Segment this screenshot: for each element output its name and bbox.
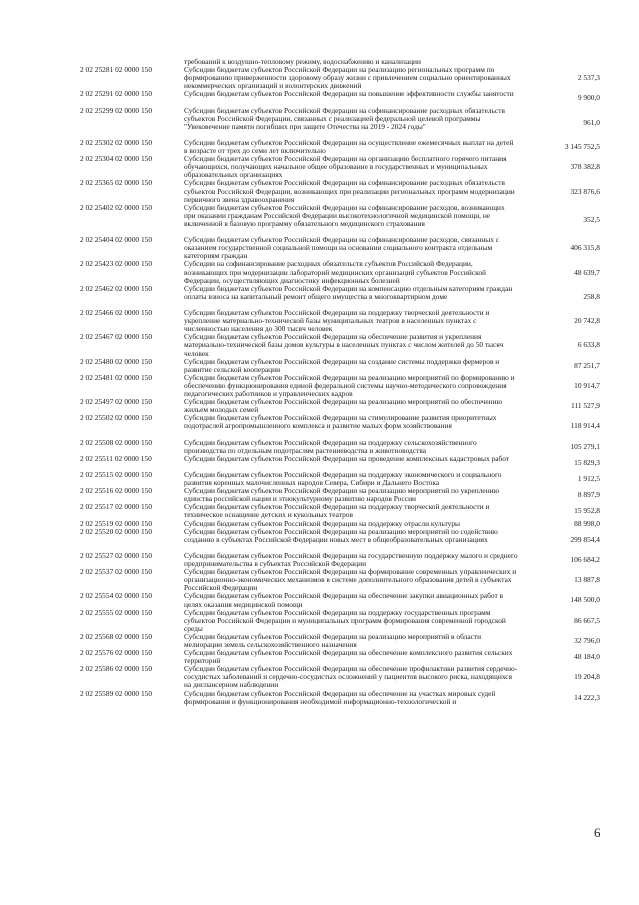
amount-value: 352,5 [583,214,600,224]
income-description: Субсидии бюджетам субъектов Российской Федерации на обеспечение комплексного развития сельских территорий [184,649,513,666]
budget-code: 2 02 25480 02 0000 150 [80,357,153,366]
budget-code: 2 02 25520 02 0000 150 [80,527,153,536]
table-row [80,520,600,528]
budget-code: 2 02 25281 02 0000 150 [80,66,153,75]
budget-code: 2 02 25502 02 0000 150 [80,414,153,423]
amount-value: 3 145 752,5 [564,142,600,152]
income-description: Субсидии бюджетам субъектов Российской Федерации на софинансирование расходов, связанных с оказанием государственной социальной помощи на основании социального контракта отдельным категориям граждан [184,236,500,261]
table-row [80,552,600,568]
amount-value: 1 912,5 [577,474,600,484]
amount-value: 6 633,8 [577,340,600,350]
table-row [80,179,600,203]
amount-value: 258,8 [583,291,600,301]
budget-code: 2 02 25462 02 0000 150 [80,284,153,293]
budget-code: 2 02 25291 02 0000 150 [80,90,153,99]
table-row [80,90,600,106]
budget-code: 2 02 25576 02 0000 150 [80,649,153,658]
table-row [80,58,600,66]
amount-value: 15 952,8 [574,506,600,516]
income-description: Субсидии бюджетам субъектов Российской Федерации на реализацию мероприятий по содействию созданию в субъектах Российской Федерации новых мест в общеобразовательных организациях [184,527,498,544]
table-row [80,236,600,260]
amount-value: 106 684,2 [570,554,600,564]
income-description: Субсидии на софинансирование расходных обязательств субъектов Российской Федерации, возникающих при модернизации лабораторий медицинских организаций субъектов Российской Федерации, осуществляющих диагностику инфекционных болезней [184,260,486,285]
income-description: Субсидии бюджетам субъектов Российской Федерации на обеспечение закупки авиационных работ в целях оказания медицинской помощи [184,592,504,609]
income-description: Субсидии бюджетам субъектов Российской Федерации на софинансирование расходов, возникающих при оказании гражданам Российской Федерации высокотехнологичной медицинской помощи, не включенной в базовую программу обязательного медицинского страхования [184,203,505,228]
table-row [80,592,600,608]
budget-code: 2 02 25467 02 0000 150 [80,333,153,342]
amount-value: 32 796,0 [574,635,600,645]
table-row [80,414,600,438]
income-description: Субсидии бюджетам субъектов Российской Федерации на осуществление ежемесячных выплат на детей в возрасте от трех до семи лет включительно [184,138,514,156]
amount-value: 378 382,8 [570,162,600,172]
income-description: Субсидии бюджетам субъектов Российской Федерации на поддержку отрасли культуры [184,519,461,528]
amount-value: 48 639,7 [574,267,600,277]
amount-value: 299 854,4 [570,534,600,544]
budget-code: 2 02 25402 02 0000 150 [80,203,153,212]
income-description: Субсидии бюджетам субъектов Российской Федерации на реализацию мероприятий по формированию и обеспечению функционирования единой федеральной системы научно-методического сопровождения педагогических работников и управленческих кадров [184,373,515,398]
income-description: Субсидии бюджетам субъектов Российской Федерации на государственную поддержку малого и среднего предпринимательства в субъектах Российской Федерации [184,551,518,569]
budget-code: 2 02 25586 02 0000 150 [80,665,153,674]
budget-code: 2 02 25517 02 0000 150 [80,503,153,512]
amount-value: 406 315,8 [570,243,600,253]
table-row [80,633,600,649]
amount-value: 148 500,0 [570,595,600,605]
amount-value: 105 279,1 [570,441,600,451]
budget-code: 2 02 25527 02 0000 150 [80,551,153,560]
amount-value: 88 998,0 [574,519,600,528]
income-description: Субсидии бюджетам субъектов Российской Федерации на реализацию мероприятий по укреплению единства российской нации и этнокультурному развитию народов России [184,487,500,504]
table-row [80,665,600,689]
table-row [80,155,600,179]
amount-value: 86 667,5 [574,615,600,625]
income-description: Субсидии бюджетам субъектов Российской Федерации на софинансирование расходных обязательств субъектов Российской Федерации, связанных с реализацией федеральной целевой программы "Увековечение памяти погибших при защите Отечества на 2019 - 2024 годы" [184,106,505,131]
budget-code: 2 02 25555 02 0000 150 [80,608,153,617]
income-description: Субсидии бюджетам субъектов Российской Федерации на поддержку экономического и социального развития коренных малочисленных народов Севера, Сибири и Дальнего Востока [184,470,502,488]
income-description: Субсидии бюджетам субъектов Российской Федерации на стимулирование развития приоритетных подотраслей агропромышленного комплекса и развитие малых форм хозяйствования [184,414,497,431]
income-description: Субсидии бюджетам субъектов Российской Федерации на организацию бесплатного горячего питания обучающихся, получающих начальное общее образование в государственных и муниципальных образовательных организациях [184,155,507,180]
amount-value: 2 537,3 [577,73,600,83]
budget-code: 2 02 25497 02 0000 150 [80,398,153,407]
amount-value: 15 829,3 [574,457,600,467]
budget-code: 2 02 25299 02 0000 150 [80,106,153,115]
income-description: Субсидии бюджетам субъектов Российской Федерации на реализацию мероприятий по обеспечению жильем молодых семей [184,398,503,415]
income-description: Субсидии бюджетам субъектов Российской Федерации на компенсацию отдельным категориям граждан оплаты взноса на капитальный ремонт общего имущества в многоквартирном доме [184,284,513,301]
budget-code: 2 02 25519 02 0000 150 [80,519,153,528]
table-row [80,568,600,592]
budget-code: 2 02 25515 02 0000 150 [80,470,153,479]
income-description: Субсидии бюджетам субъектов Российской Федерации на реализацию региональных программ по формированию приверженности здоровому образу жизни с привлечением социально ориентированных некоммерческих организаций и волонтерских движений [184,66,511,91]
table-row [80,528,600,552]
income-description: Субсидии бюджетам субъектов Российской Федерации на поддержку творческой деятельности и укрепление материально-технической базы муниципальных театров в населенных пунктах с численностью населения до 300 тысяч человек [184,309,490,334]
amount-value: 118 914,4 [570,421,600,431]
income-description: Субсидии бюджетам субъектов Российской Федерации на поддержку сельскохозяйственного производства по отдельным подотраслям растениеводства и животноводства [184,438,477,455]
income-description: Субсидии бюджетам субъектов Российской Федерации на проведение комплексных кадастровых работ [184,454,510,463]
amount-value: 48 184,0 [574,652,600,662]
table-row [80,285,600,309]
amount-value: 9 900,0 [577,93,600,103]
amount-value: 87 251,7 [574,360,600,370]
amount-value: 20 742,8 [574,316,600,326]
budget-code: 2 02 25589 02 0000 150 [80,689,153,698]
table-row [80,260,600,284]
table-row [80,690,600,706]
table-row [80,398,600,414]
budget-code: 2 02 25516 02 0000 150 [80,487,153,496]
budget-code: 2 02 25423 02 0000 150 [80,260,153,269]
amount-value: 10 914,7 [574,380,600,390]
budget-code: 2 02 25537 02 0000 150 [80,568,153,577]
amount-value: 13 887,8 [574,575,600,585]
income-description: Субсидии бюджетам субъектов Российской Федерации на обеспечение на участках мировых судей формирования и функционирования необходимой информационно-технологической и [184,689,496,706]
amount-value: 323 876,6 [570,186,600,196]
amount-value: 19 204,8 [574,672,600,682]
budget-code: 2 02 25554 02 0000 150 [80,592,153,601]
table-row [80,204,600,236]
income-description: Субсидии бюджетам субъектов Российской Федерации на поддержку творческой деятельности и техническое оснащение детских и кукольных театров [184,503,490,520]
table-row [80,139,600,155]
table-row [80,333,600,357]
budget-code: 2 02 25404 02 0000 150 [80,236,153,245]
table-row [80,455,600,471]
income-description: Субсидии бюджетам субъектов Российской Федерации на реализацию мероприятий в области мелиорации земель сельскохозяйственного назначения [184,632,482,649]
income-description: Субсидии бюджетам субъектов Российской Федерации на создание системы поддержки фермеров и развитие сельской кооперации [184,357,500,374]
budget-code: 2 02 25481 02 0000 150 [80,373,153,382]
amount-value: 961,0 [583,117,600,127]
table-row [80,471,600,487]
amount-value: 8 897,9 [577,490,600,500]
table-row [80,649,600,665]
budget-code: 2 02 25365 02 0000 150 [80,179,153,188]
income-description: Субсидии бюджетам субъектов Российской Федерации на обеспечение профилактики развития сердечно-сосудистых заболеваний и сердечно-сосудистых осложнений у пациентов высокого риска, находящихся на диспансерном наблюдении [184,665,518,690]
table-row [80,503,600,519]
table-row [80,609,600,633]
table-row [80,309,600,333]
table-row [80,439,600,455]
income-description: Субсидии бюджетам субъектов Российской Федерации на поддержку государственных программ субъектов Российской Федерации и муниципальных программ формирования современной городской среды [184,608,506,633]
table-row [80,107,600,139]
budget-income-table [80,58,600,706]
budget-code: 2 02 25508 02 0000 150 [80,438,153,447]
table-row [80,66,600,90]
page-number: 6 [594,825,601,840]
budget-code: 2 02 25302 02 0000 150 [80,138,153,147]
budget-code: 2 02 25568 02 0000 150 [80,632,153,641]
table-row [80,487,600,503]
amount-value: 14 222,3 [574,692,600,702]
income-description: Субсидии бюджетам субъектов Российской Федерации на обеспечение развития и укрепления материально-технической базы домов культуры в населенных пунктах с числом жителей до 50 тысяч человек [184,333,504,358]
budget-code: 2 02 25304 02 0000 150 [80,155,153,164]
budget-code: 2 02 25511 02 0000 150 [80,454,152,463]
income-description: требований к воздушно-тепловому режиму, водоснабжению и канализации [184,58,421,66]
budget-code: 2 02 25466 02 0000 150 [80,309,153,318]
table-row [80,358,600,374]
income-description: Субсидии бюджетам субъектов Российской Федерации на софинансирование расходных обязательств субъектов Российской Федерации, возникающих при реализации региональных программ модернизации первичного звена здравоохранения [184,179,515,204]
table-row [80,374,600,398]
amount-value: 111 527,9 [570,401,600,411]
income-description: Субсидии бюджетам субъектов Российской Федерации на формирование современных управленческих и организационно-экономических механизмов в системе дополнительного образования детей в субъектах Российской Федерации [184,568,517,593]
income-description: Субсидии бюджетам субъектов Российской Федерации на повышение эффективности службы занятости [184,90,514,99]
